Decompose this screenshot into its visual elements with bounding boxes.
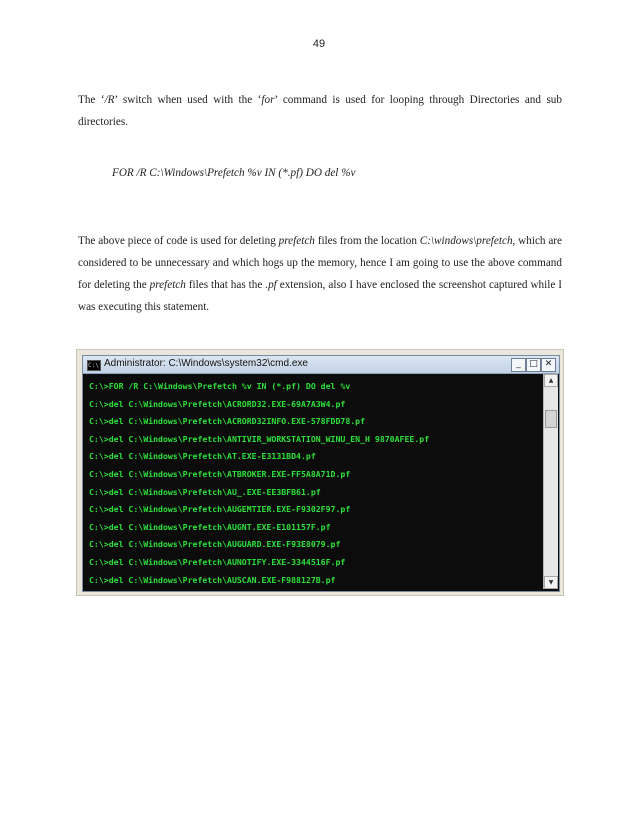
cmd-screenshot [76,349,564,596]
explanation-text-3: , which are considered to be unnecessary and which hogs up the memory, hence I am going to use the above command for deleting the [78,235,562,291]
prefetch-path: C:\windows\prefetch [419,235,513,247]
console-line: C:\>del C:\Windows\Prefetch\AUGEMTIER.EXE-F9302F97.pf [89,504,351,515]
prefetch-term-2: prefetch [149,279,186,291]
scroll-down-icon[interactable]: ▼ [544,576,558,589]
intro-paragraph [78,89,562,133]
minimize-button[interactable]: _ [511,358,526,372]
console-line: C:\>del C:\Windows\Prefetch\ATBROKER.EXE-FF5A8A71D.pf [89,468,351,479]
switch-name: /R [104,94,115,106]
console-line: C:\>FOR /R C:\Windows\Prefetch %v IN (*.pf) DO del %v [89,381,351,391]
console-line: C:\>del C:\Windows\Prefetch\ACRORD32INFO.EXE-578FDD78.pf [89,416,366,427]
console-line: C:\>del C:\Windows\Prefetch\ACRORD32.EXE-69A7A3W4.pf [89,398,346,409]
explanation-text-1: The above piece of code is used for deleting [78,235,279,247]
command-name: for [261,94,275,106]
intro-text-1: The ‘ [78,94,105,106]
console-line: C:\>del C:\Windows\Prefetch\AUGNT.EXE-E101157F.pf [89,521,331,532]
maximize-button[interactable]: □ [526,358,541,372]
console-line: C:\>del C:\Windows\Prefetch\AT.EXE-E3131BD4.pf [89,451,316,462]
intro-text-2: ’ switch when used with the ‘ [114,94,262,106]
console-line: C:\>del C:\Windows\Prefetch\AUGUARD.EXE-F93E8079.pf [89,539,341,550]
explanation-text-5: extension, also I have enclosed the screenshot captured while I was executing this statement. [78,279,562,313]
explanation-paragraph [78,230,562,318]
intro-text-3: ’ command is used for looping through Directories and sub directories. [78,94,562,128]
close-button[interactable]: ✕ [541,358,556,372]
console-line: C:\>del C:\Windows\Prefetch\ANTIVIR_WORKSTATION_WINU_EN_H 9870AFEE.pf [89,433,430,444]
cmd-titlebar[interactable] [83,356,559,374]
scroll-thumb[interactable] [545,410,557,428]
vertical-scrollbar[interactable] [543,374,558,589]
explanation-text-2: files from the location [314,235,420,247]
code-statement: FOR /R C:\Windows\Prefetch %v IN (*.pf) DO del %v [112,167,356,179]
pf-extension: .pf [265,279,277,291]
console-line: C:\>del C:\Windows\Prefetch\AUSCAN.EXE-F988127B.pf [89,574,336,585]
cmd-console-icon: C:\ [87,360,101,371]
page-number: 49 [312,38,326,50]
scroll-up-icon[interactable]: ▲ [544,374,558,387]
console-line: C:\>del C:\Windows\Prefetch\AU_.EXE-EE3BFB61.pf [89,486,321,497]
prefetch-term-1: prefetch [278,235,315,247]
console-output[interactable] [85,374,543,589]
console-line: C:\>del C:\Windows\Prefetch\AUNOTIFY.EXE-3344516F.pf [89,556,346,567]
explanation-text-4: files that has the [185,279,266,291]
cmd-window [82,355,560,592]
window-title: Administrator: C:\Windows\system32\cmd.exe [104,358,308,369]
